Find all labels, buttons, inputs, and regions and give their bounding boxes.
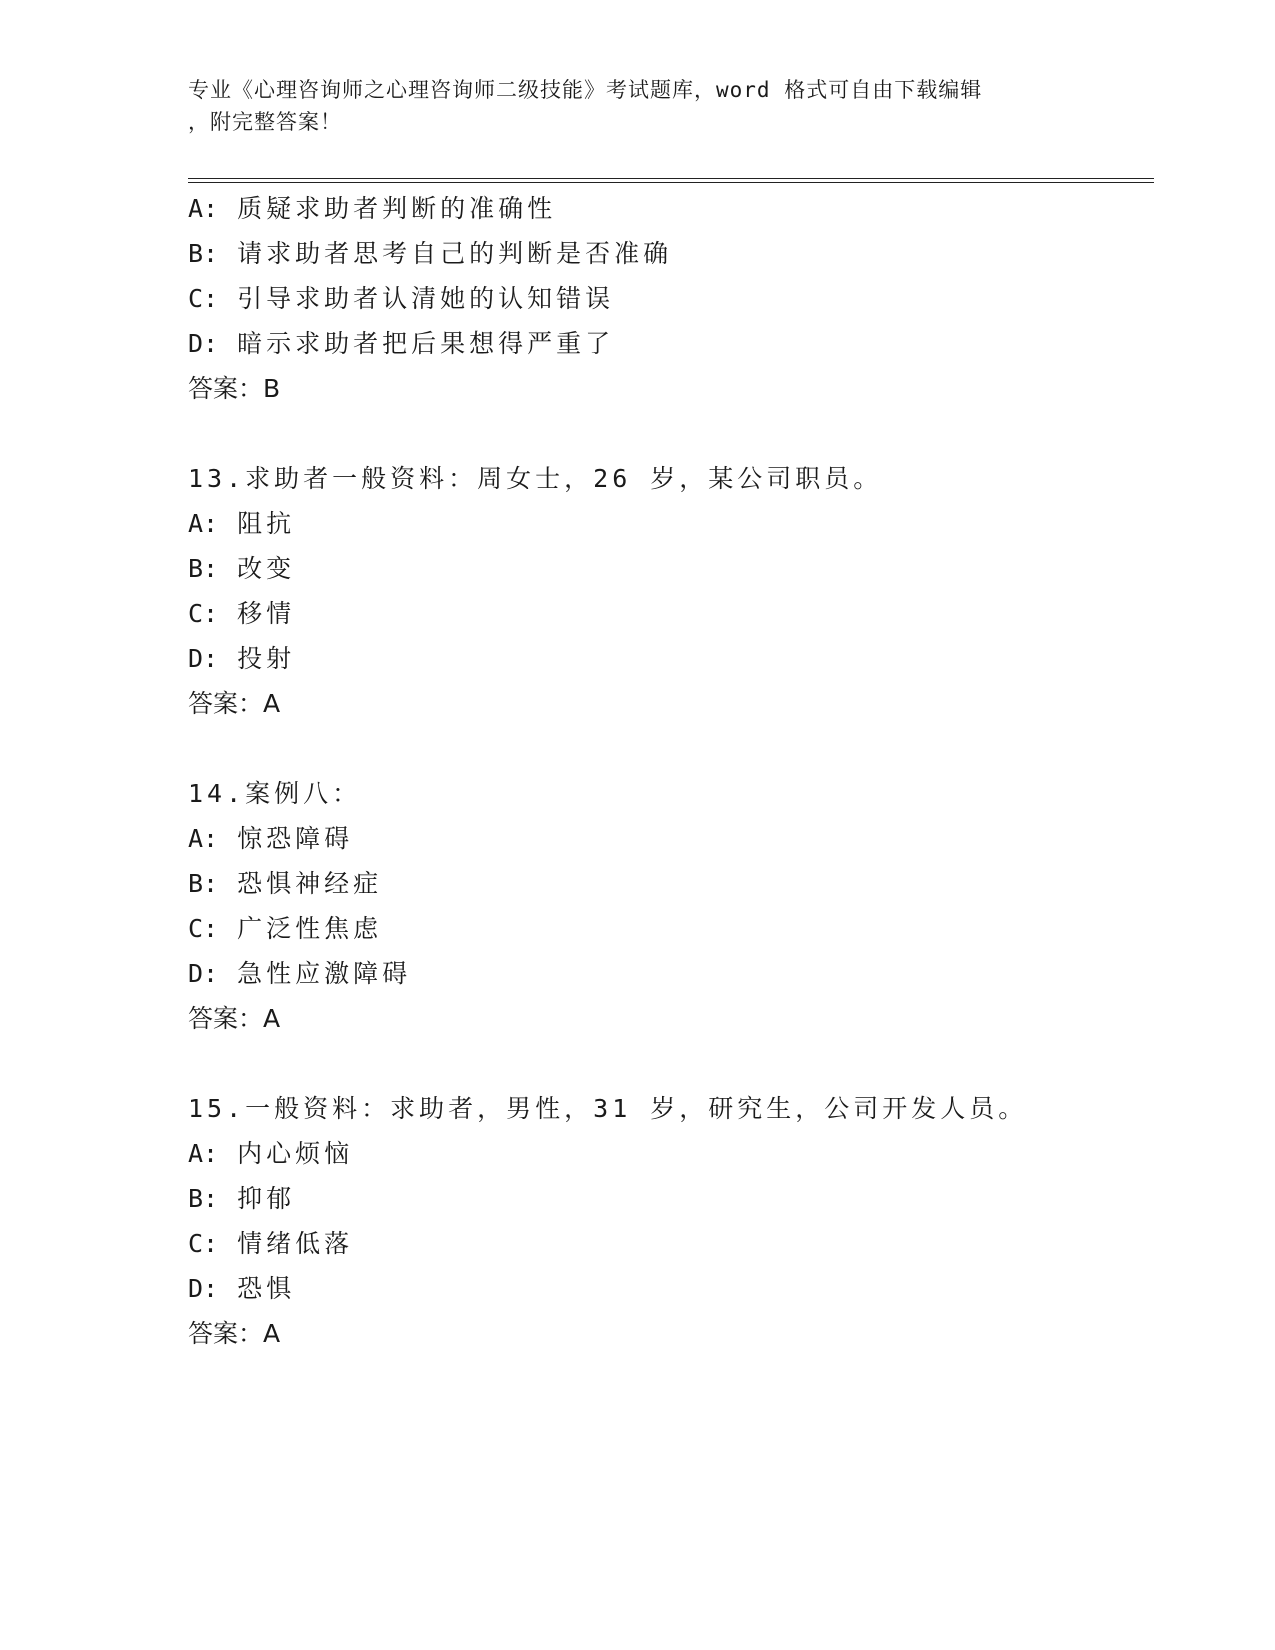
q15-stem: 15.一般资料：求助者，男性，31 岁，研究生，公司开发人员。 (188, 1094, 1028, 1123)
option-text: 质疑求助者判断的准确性 (237, 194, 557, 223)
header-divider-bottom (188, 182, 1154, 183)
document-header (188, 74, 1088, 138)
header-line-2: ，附完整答案！ (188, 110, 342, 134)
q13-answer: 答案：A (188, 689, 281, 718)
q12-option-d (188, 329, 614, 359)
option-letter: D: (188, 1274, 219, 1303)
option-text: 改变 (237, 554, 296, 583)
q15-answer: 答案：A (188, 1319, 281, 1348)
header-line-1: 专业《心理咨询师之心理咨询师二级技能》考试题库，word 格式可自由下载编辑 (188, 78, 983, 102)
q15-option-d (188, 1274, 295, 1304)
q15-option-a (188, 1139, 353, 1169)
option-letter: B: (188, 1184, 219, 1213)
option-letter: A: (188, 194, 219, 223)
option-text: 恐惧 (237, 1274, 296, 1303)
q12-option-b (188, 239, 672, 269)
option-letter: C: (188, 284, 219, 313)
q15-option-b (188, 1184, 295, 1214)
option-letter: C: (188, 599, 219, 628)
option-letter: D: (188, 959, 219, 988)
option-text: 暗示求助者把后果想得严重了 (237, 329, 615, 358)
option-letter: B: (188, 869, 219, 898)
option-text: 广泛性焦虑 (237, 914, 383, 943)
q14-option-d (188, 959, 411, 989)
option-letter: A: (188, 509, 219, 538)
q12-answer: 答案：B (188, 374, 281, 403)
option-letter: C: (188, 1229, 219, 1258)
q14-stem: 14.案例八： (188, 779, 362, 808)
option-letter: B: (188, 239, 219, 268)
q13-option-d (188, 644, 295, 674)
option-text: 阻抗 (237, 509, 296, 538)
option-text: 抑郁 (237, 1184, 296, 1213)
option-text: 引导求助者认清她的认知错误 (237, 284, 615, 313)
option-text: 内心烦恼 (237, 1139, 354, 1168)
option-letter: D: (188, 644, 219, 673)
option-text: 情绪低落 (237, 1229, 354, 1258)
q14-option-a (188, 824, 353, 854)
option-text: 恐惧神经症 (237, 869, 383, 898)
option-letter: A: (188, 1139, 219, 1168)
q13-option-c (188, 599, 295, 629)
option-text: 惊恐障碍 (237, 824, 354, 853)
option-text: 急性应激障碍 (237, 959, 412, 988)
q14-answer: 答案：A (188, 1004, 281, 1033)
q14-option-c (188, 914, 382, 944)
option-letter: D: (188, 329, 219, 358)
option-text: 投射 (237, 644, 296, 673)
option-text: 移情 (237, 599, 296, 628)
q14-option-b (188, 869, 382, 899)
option-letter: C: (188, 914, 219, 943)
header-divider-top (188, 178, 1154, 179)
q15-option-c (188, 1229, 353, 1259)
option-letter: B: (188, 554, 219, 583)
option-letter: A: (188, 824, 219, 853)
option-text: 请求助者思考自己的判断是否准确 (237, 239, 673, 268)
q12-option-a (188, 194, 556, 224)
q13-stem: 13.求助者一般资料：周女士，26 岁，某公司职员。 (188, 464, 883, 493)
q13-option-b (188, 554, 295, 584)
q12-option-c (188, 284, 614, 314)
q13-option-a (188, 509, 295, 539)
